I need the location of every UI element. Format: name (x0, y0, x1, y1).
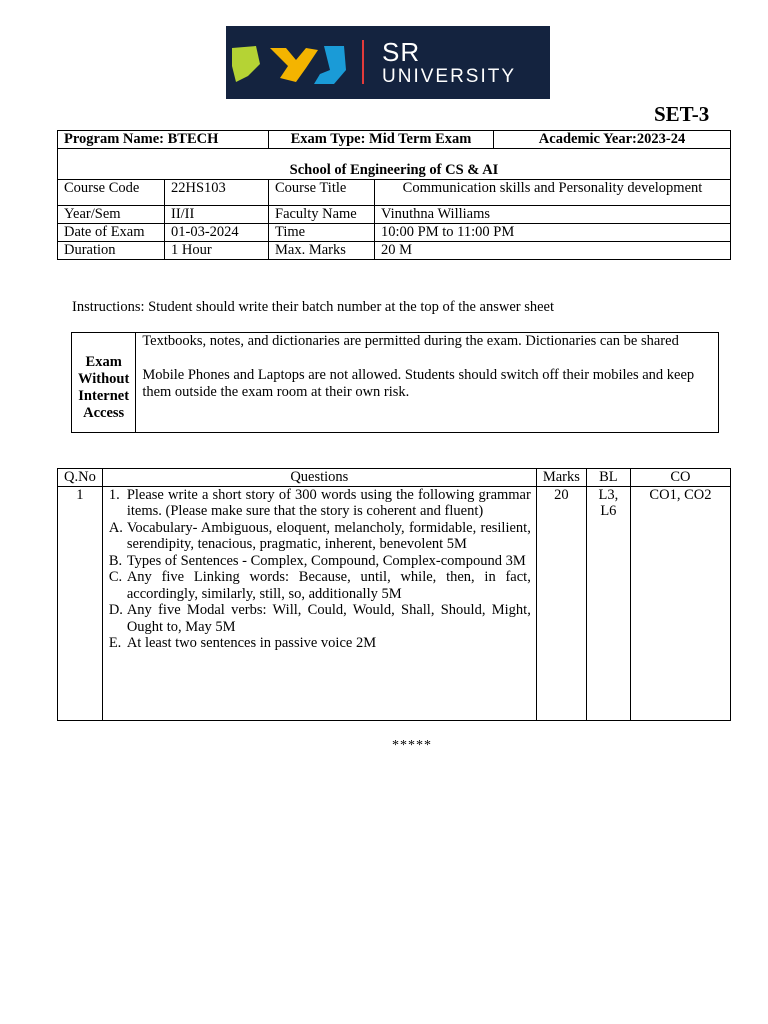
logo-mark-icon (226, 26, 362, 99)
instructions-text: Instructions: Student should write their batch number at the top of the answer sheet (72, 299, 555, 315)
year-sem-value: II/II (165, 206, 269, 224)
logo-divider (362, 40, 364, 84)
school-name: School of Engineering of CS & AI (58, 149, 731, 180)
duration-label: Duration (58, 242, 165, 260)
course-code-value: 22HS103 (165, 180, 269, 206)
exam-header-table (57, 130, 731, 260)
faculty-name-label: Faculty Name (269, 206, 375, 224)
program-name: Program Name: BTECH (58, 131, 269, 149)
time-value: 10:00 PM to 11:00 PM (375, 224, 731, 242)
exam-date-label: Date of Exam (58, 224, 165, 242)
question-bl: L3, L6 (586, 486, 630, 720)
question-number: 1 (58, 486, 103, 720)
prohibited-devices-note: Mobile Phones and Laptops are not allowed. Students should switch off their mobiles and keep them outside the exam room at their own risk. (142, 367, 695, 400)
question-co: CO1, CO2 (630, 486, 730, 720)
list-item: A. Vocabulary- Ambiguous, eloquent, melancholy, formidable, resilient, serendipity, tenacious, pragmatic, inherent, benevolent 5M (108, 519, 531, 552)
logo-text-sr: SR (382, 37, 421, 67)
question-body (102, 486, 536, 720)
max-marks-value: 20 M (375, 242, 731, 260)
qno-header: Q.No (58, 469, 103, 487)
list-item: 1. Please write a short story of 300 words using the following grammar items. (Please make sure that the story is coherent and fluent) (108, 486, 531, 519)
course-title-label: Course Title (269, 180, 375, 206)
year-sem-label: Year/Sem (58, 206, 165, 224)
exam-type: Exam Type: Mid Term Exam (269, 131, 494, 148)
questions-header: Questions (102, 469, 536, 487)
list-item: D. Any five Modal verbs: Will, Could, Would, Shall, Should, Might, Ought to, May 5M (108, 602, 531, 635)
list-item: B. Types of Sentences - Complex, Compound, Complex-compound 3M (108, 552, 526, 569)
access-notes (136, 333, 719, 433)
question-marks: 20 (536, 486, 586, 720)
university-logo (226, 26, 550, 99)
allowed-materials-note: Textbooks, notes, and dictionaries are permitted during the exam. Dictionaries can be shared (142, 333, 679, 349)
questions-table (57, 468, 731, 721)
list-item: E. At least two sentences in passive voice 2M (108, 635, 377, 651)
course-code-label: Course Code (58, 180, 165, 206)
logo-text-university: UNIVERSITY (382, 66, 517, 87)
exam-date-value: 01-03-2024 (165, 224, 269, 242)
bl-header: BL (586, 469, 630, 487)
academic-year: Academic Year:2023-24 (538, 131, 686, 147)
list-item: C. Any five Linking words: Because, until, while, then, in fact, accordingly, similarly, still, so, additionally 5M (108, 569, 531, 602)
faculty-name-value: Vinuthna Williams (375, 206, 731, 224)
end-mark: ***** (392, 738, 432, 753)
set-label: SET-3 (654, 102, 710, 126)
duration-value: 1 Hour (165, 242, 269, 260)
access-label: Exam Without Internet Access (72, 333, 136, 433)
question-list (109, 487, 531, 652)
max-marks-label: Max. Marks (269, 242, 375, 260)
marks-header: Marks (536, 469, 586, 487)
co-header: CO (630, 469, 730, 487)
time-label: Time (269, 224, 375, 242)
exam-access-table (71, 332, 719, 433)
course-title-value: Communication skills and Personality development (375, 180, 731, 206)
